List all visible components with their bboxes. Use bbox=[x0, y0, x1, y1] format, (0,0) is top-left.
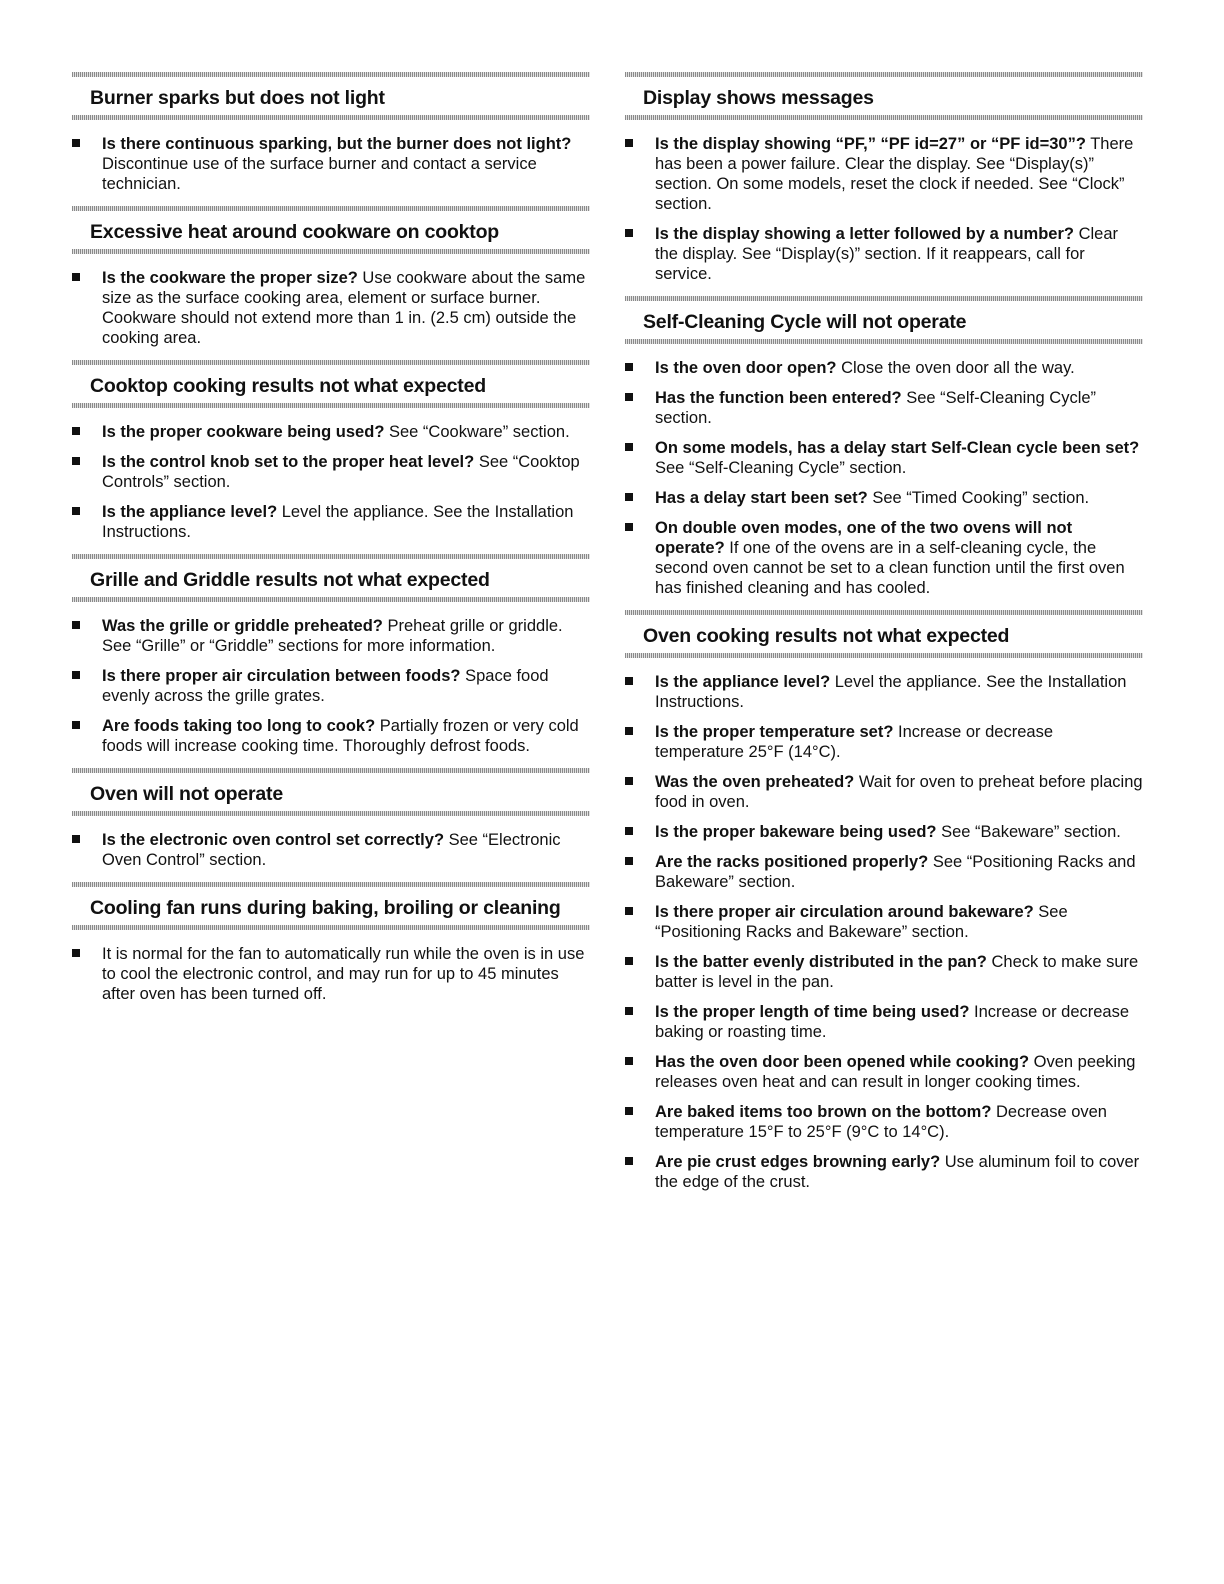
item-question: Is the control knob set to the proper heat level? bbox=[102, 453, 475, 471]
item-question: Is the cookware the proper size? bbox=[102, 269, 358, 287]
item-text bbox=[102, 135, 571, 193]
square-bullet-icon bbox=[625, 1157, 633, 1165]
item-text bbox=[102, 667, 549, 705]
square-bullet-icon bbox=[72, 949, 80, 957]
section-item-list bbox=[72, 944, 590, 1004]
section-bottom-rule bbox=[72, 597, 590, 602]
item-text bbox=[655, 359, 1075, 377]
square-bullet-icon bbox=[625, 907, 633, 915]
square-bullet-icon bbox=[625, 493, 633, 501]
list-item bbox=[625, 1052, 1143, 1092]
list-item bbox=[625, 1102, 1143, 1142]
list-item bbox=[72, 452, 590, 492]
item-question: Is the electronic oven control set correctly? bbox=[102, 831, 445, 849]
right-column bbox=[625, 72, 1143, 1204]
item-text bbox=[655, 1153, 1139, 1191]
item-text bbox=[655, 519, 1125, 597]
item-text bbox=[655, 953, 1138, 991]
item-answer: See “Electronic Oven Control” section. bbox=[102, 831, 561, 869]
section-bottom-rule bbox=[625, 115, 1143, 120]
item-text bbox=[655, 853, 1136, 891]
item-answer: See “Cooktop Controls” section. bbox=[102, 453, 580, 491]
item-question: Is the display showing a letter followed by a number? bbox=[655, 225, 1074, 243]
item-text bbox=[655, 225, 1118, 283]
item-answer: Wait for oven to preheat before placing food in oven. bbox=[655, 773, 1143, 811]
item-answer: Close the oven door all the way. bbox=[836, 359, 1075, 377]
item-question: On some models, has a delay start Self-Clean cycle been set? bbox=[655, 439, 1140, 457]
square-bullet-icon bbox=[625, 229, 633, 237]
section-bottom-rule bbox=[625, 339, 1143, 344]
item-text bbox=[655, 673, 1126, 711]
square-bullet-icon bbox=[625, 1007, 633, 1015]
item-text bbox=[102, 717, 579, 755]
list-item bbox=[625, 902, 1143, 942]
item-text bbox=[655, 823, 1121, 841]
troubleshooting-section bbox=[72, 768, 590, 870]
item-answer: See “Timed Cooking” section. bbox=[867, 489, 1090, 507]
troubleshooting-section bbox=[72, 360, 590, 542]
section-heading: Cooling fan runs during baking, broiling or cleaning bbox=[90, 897, 561, 919]
section-bottom-rule bbox=[625, 653, 1143, 658]
section-item-list bbox=[625, 134, 1143, 284]
square-bullet-icon bbox=[72, 273, 80, 281]
list-item bbox=[625, 488, 1143, 508]
section-bottom-rule bbox=[72, 403, 590, 408]
item-question: On double oven modes, one of the two ovens will not operate? bbox=[655, 519, 1073, 557]
list-item bbox=[72, 616, 590, 656]
list-item bbox=[625, 852, 1143, 892]
square-bullet-icon bbox=[625, 523, 633, 531]
item-answer: Increase or decrease temperature 25°F (14°C). bbox=[655, 723, 1053, 761]
section-item-list bbox=[72, 422, 590, 542]
troubleshooting-section bbox=[72, 72, 590, 194]
item-question: Was the oven preheated? bbox=[655, 773, 855, 791]
square-bullet-icon bbox=[625, 1057, 633, 1065]
item-question: Are foods taking too long to cook? bbox=[102, 717, 376, 735]
section-heading: Self-Cleaning Cycle will not operate bbox=[643, 311, 967, 333]
item-question: Are pie crust edges browning early? bbox=[655, 1153, 941, 1171]
section-item-list bbox=[625, 672, 1143, 1192]
item-answer: Check to make sure batter is level in the pan. bbox=[655, 953, 1139, 991]
list-item bbox=[72, 134, 590, 194]
square-bullet-icon bbox=[72, 835, 80, 843]
item-answer: Decrease oven temperature 15°F to 25°F (9°C to 14°C). bbox=[655, 1103, 1107, 1141]
item-answer: See “Self-Cleaning Cycle” section. bbox=[655, 389, 1097, 427]
list-item bbox=[625, 722, 1143, 762]
item-question: Is the proper length of time being used? bbox=[655, 1003, 970, 1021]
square-bullet-icon bbox=[72, 427, 80, 435]
section-heading: Cooktop cooking results not what expected bbox=[90, 375, 486, 397]
section-item-list bbox=[72, 830, 590, 870]
left-column bbox=[72, 72, 590, 1016]
item-question: Is there proper air circulation around bakeware? bbox=[655, 903, 1034, 921]
list-item bbox=[625, 224, 1143, 284]
section-bottom-rule bbox=[72, 249, 590, 254]
item-question: Is there proper air circulation between foods? bbox=[102, 667, 461, 685]
item-answer: It is normal for the fan to automatically run while the oven is in use to cool the electronic control, and may run for up to 45 minutes after oven has been turned off. bbox=[102, 945, 585, 1003]
troubleshooting-section bbox=[625, 610, 1143, 1192]
item-question: Was the grille or griddle preheated? bbox=[102, 617, 383, 635]
item-text bbox=[655, 439, 1139, 477]
item-question: Is the display showing “PF,” “PF id=27” or “PF id=30”? bbox=[655, 135, 1086, 153]
item-answer: Use aluminum foil to cover the edge of the crust. bbox=[655, 1153, 1140, 1191]
section-heading: Display shows messages bbox=[643, 87, 874, 109]
square-bullet-icon bbox=[625, 443, 633, 451]
section-item-list bbox=[72, 134, 590, 194]
item-question: Has the function been entered? bbox=[655, 389, 902, 407]
troubleshooting-section bbox=[72, 882, 590, 1004]
list-item bbox=[625, 1152, 1143, 1192]
section-bottom-rule bbox=[72, 811, 590, 816]
square-bullet-icon bbox=[625, 677, 633, 685]
list-item bbox=[72, 502, 590, 542]
square-bullet-icon bbox=[625, 727, 633, 735]
item-answer: See “Cookware” section. bbox=[384, 423, 570, 441]
item-answer: Space food evenly across the grille grates. bbox=[102, 667, 549, 705]
item-answer: Use cookware about the same size as the surface cooking area, element or surface burner. Cookware should not extend more than 1 in. (2.5 cm) outside the cooking area. bbox=[102, 269, 586, 347]
item-answer: Clear the display. See “Display(s)” section. If it reappears, call for service. bbox=[655, 225, 1119, 283]
item-question: Is the appliance level? bbox=[655, 673, 831, 691]
list-item bbox=[72, 716, 590, 756]
list-item bbox=[72, 944, 590, 1004]
section-heading: Oven will not operate bbox=[90, 783, 283, 805]
item-answer: See “Positioning Racks and Bakeware” section. bbox=[655, 903, 1068, 941]
item-answer: Level the appliance. See the Installation Instructions. bbox=[655, 673, 1127, 711]
item-text bbox=[102, 617, 563, 655]
item-text bbox=[102, 423, 570, 441]
list-item bbox=[625, 1002, 1143, 1042]
list-item bbox=[72, 268, 590, 348]
section-item-list bbox=[625, 358, 1143, 598]
item-answer: Partially frozen or very cold foods will increase cooking time. Thoroughly defrost foods. bbox=[102, 717, 579, 755]
square-bullet-icon bbox=[625, 1107, 633, 1115]
item-answer: See “Bakeware” section. bbox=[936, 823, 1121, 841]
item-text bbox=[655, 1103, 1107, 1141]
item-question: Has a delay start been set? bbox=[655, 489, 868, 507]
troubleshooting-section bbox=[72, 206, 590, 348]
item-question: Is the proper temperature set? bbox=[655, 723, 894, 741]
section-heading: Oven cooking results not what expected bbox=[643, 625, 1010, 647]
list-item bbox=[625, 672, 1143, 712]
list-item bbox=[625, 772, 1143, 812]
item-answer: Increase or decrease baking or roasting time. bbox=[655, 1003, 1130, 1041]
list-item bbox=[625, 952, 1143, 992]
item-text bbox=[655, 1003, 1129, 1041]
square-bullet-icon bbox=[625, 957, 633, 965]
section-item-list bbox=[72, 268, 590, 348]
section-heading: Burner sparks but does not light bbox=[90, 87, 385, 109]
section-bottom-rule bbox=[72, 925, 590, 930]
troubleshooting-section bbox=[625, 72, 1143, 284]
list-item bbox=[72, 422, 590, 442]
item-text bbox=[655, 135, 1133, 213]
item-answer: If one of the ovens are in a self-cleaning cycle, the second oven cannot be set to a clean function until the first oven has finished cleaning and has cooled. bbox=[655, 539, 1125, 597]
list-item bbox=[625, 518, 1143, 598]
list-item bbox=[625, 438, 1143, 478]
item-answer: See “Positioning Racks and Bakeware” section. bbox=[655, 853, 1136, 891]
item-question: Is the oven door open? bbox=[655, 359, 837, 377]
item-answer: There has been a power failure. Clear the display. See “Display(s)” section. On some models, reset the clock if needed. See “Clock” section. bbox=[655, 135, 1134, 213]
item-question: Are the racks positioned properly? bbox=[655, 853, 929, 871]
square-bullet-icon bbox=[625, 363, 633, 371]
square-bullet-icon bbox=[72, 621, 80, 629]
square-bullet-icon bbox=[625, 393, 633, 401]
item-question: Is the proper bakeware being used? bbox=[655, 823, 937, 841]
item-answer: See “Self-Cleaning Cycle” section. bbox=[655, 459, 907, 477]
list-item bbox=[625, 388, 1143, 428]
section-heading: Grille and Griddle results not what expected bbox=[90, 569, 490, 591]
square-bullet-icon bbox=[625, 139, 633, 147]
square-bullet-icon bbox=[72, 139, 80, 147]
section-item-list bbox=[72, 616, 590, 756]
list-item bbox=[625, 134, 1143, 214]
section-heading: Excessive heat around cookware on cooktop bbox=[90, 221, 500, 243]
list-item bbox=[625, 822, 1143, 842]
item-answer: Discontinue use of the surface burner and contact a service technician. bbox=[102, 155, 537, 193]
item-question: Has the oven door been opened while cooking? bbox=[655, 1053, 1030, 1071]
item-text bbox=[655, 723, 1053, 761]
item-text bbox=[655, 1053, 1135, 1091]
square-bullet-icon bbox=[72, 457, 80, 465]
item-text bbox=[655, 773, 1143, 811]
item-text bbox=[655, 489, 1089, 507]
item-question: Is the proper cookware being used? bbox=[102, 423, 385, 441]
item-text bbox=[102, 453, 580, 491]
troubleshooting-section bbox=[72, 554, 590, 756]
item-question: Is there continuous sparking, but the burner does not light? bbox=[102, 135, 572, 153]
troubleshooting-section bbox=[625, 296, 1143, 598]
square-bullet-icon bbox=[625, 777, 633, 785]
item-text bbox=[102, 269, 585, 347]
item-answer: Oven peeking releases oven heat and can result in longer cooking times. bbox=[655, 1053, 1136, 1091]
square-bullet-icon bbox=[625, 857, 633, 865]
section-bottom-rule bbox=[72, 115, 590, 120]
item-answer: Preheat grille or griddle. See “Grille” or “Griddle” sections for more information. bbox=[102, 617, 563, 655]
square-bullet-icon bbox=[625, 827, 633, 835]
list-item bbox=[625, 358, 1143, 378]
square-bullet-icon bbox=[72, 507, 80, 515]
item-text bbox=[102, 503, 573, 541]
item-text bbox=[655, 389, 1096, 427]
item-text bbox=[102, 945, 584, 1003]
list-item bbox=[72, 666, 590, 706]
item-question: Is the batter evenly distributed in the pan? bbox=[655, 953, 987, 971]
square-bullet-icon bbox=[72, 671, 80, 679]
list-item bbox=[72, 830, 590, 870]
item-question: Are baked items too brown on the bottom? bbox=[655, 1103, 992, 1121]
item-text bbox=[655, 903, 1068, 941]
square-bullet-icon bbox=[72, 721, 80, 729]
item-question: Is the appliance level? bbox=[102, 503, 278, 521]
item-answer: Level the appliance. See the Installation Instructions. bbox=[102, 503, 574, 541]
item-text bbox=[102, 831, 561, 869]
